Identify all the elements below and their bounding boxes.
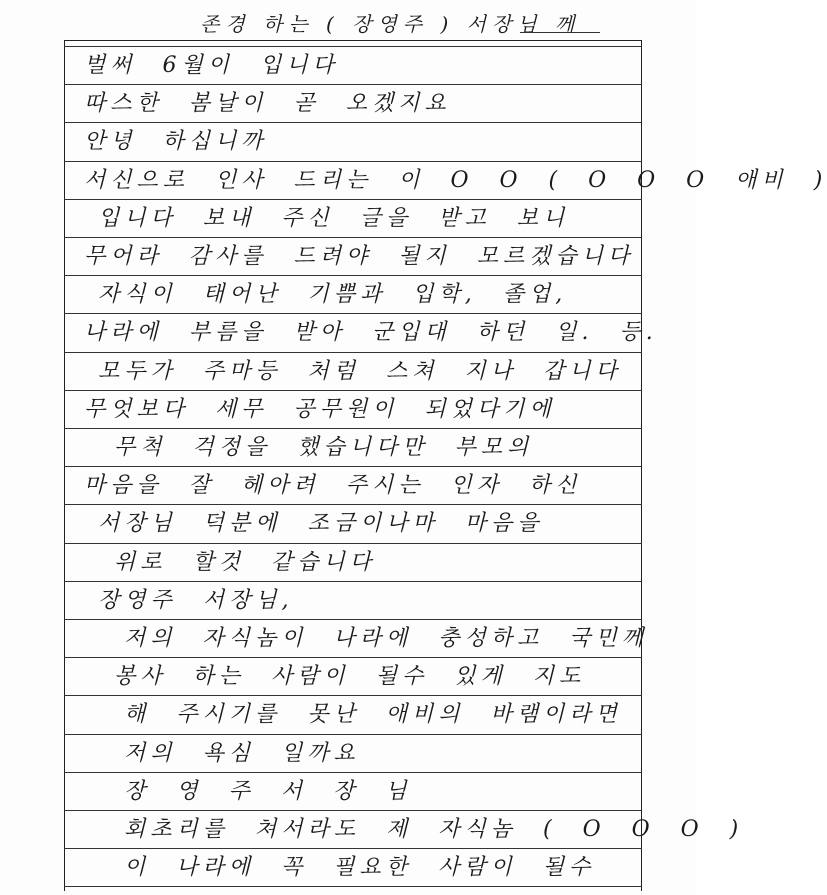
letter-line: 무척 걱정을 했습니다만 부모의 xyxy=(114,435,534,460)
letter-line: 나라에 부름을 받아 군입대 하던 일. 등. xyxy=(84,320,658,346)
letter-line: 이 나라에 꼭 필요한 사람이 될수 xyxy=(124,855,596,881)
ruled-line xyxy=(64,46,642,47)
letter-title: 존경 하는 ( 장영주 ) 서장님 께 xyxy=(200,12,581,36)
ruled-line xyxy=(64,619,642,620)
ruled-line xyxy=(64,695,642,696)
ruled-line xyxy=(64,237,642,238)
letter-line: 따스한 봄날이 곧 오겠지요 xyxy=(84,91,451,117)
ruled-line xyxy=(64,199,642,200)
letter-line: 해 주시기를 못난 애비의 바램이라면 xyxy=(124,702,622,728)
ruled-line xyxy=(64,543,642,544)
letter-line: 서신으로 인사 드리는 이 O O ( O O O 애비 ) xyxy=(84,167,827,193)
ruled-line xyxy=(64,810,642,811)
ruled-line xyxy=(64,275,642,276)
letter-line: 저의 욕심 일까요 xyxy=(124,740,360,766)
ruled-line xyxy=(64,122,642,123)
letter-line: 장영주 서장님, xyxy=(98,587,294,613)
ruled-line xyxy=(64,734,642,735)
ruled-line xyxy=(64,581,642,582)
letter-line: 모두가 주마등 처럼 스쳐 지나 갑니다 xyxy=(98,358,622,384)
letter-line: 무어라 감사를 드려야 될지 모르겠습니다 xyxy=(84,244,635,269)
letter-line: 무엇보다 세무 공무원이 되었다기에 xyxy=(84,396,556,422)
letter-line: 마음을 잘 헤아려 주시는 인자 하신 xyxy=(84,473,582,499)
ruled-line xyxy=(64,657,642,658)
ruled-line xyxy=(64,466,642,467)
ruled-line xyxy=(64,886,642,887)
ruled-line xyxy=(64,772,642,773)
letter-line: 회초리를 쳐서라도 제 자식놈 ( O O O ) xyxy=(124,817,744,842)
letter-line: 장 영 주 서 장 님 xyxy=(124,778,412,804)
ruled-line xyxy=(64,504,642,505)
title-underline xyxy=(520,32,600,33)
letter-line: 자식이 태어난 기쁨과 입학, 졸업, xyxy=(98,282,568,308)
ruled-line xyxy=(64,848,642,849)
letter-line: 서장님 덕분에 조금이나마 마음을 xyxy=(98,511,544,537)
letter-line: 봉사 하는 사람이 될수 있게 지도 xyxy=(114,664,586,690)
ruled-line xyxy=(64,313,642,314)
ruled-line xyxy=(64,84,642,85)
ruled-line xyxy=(64,352,642,353)
letter-line: 입니다 보내 주신 글을 받고 보니 xyxy=(98,205,570,231)
letter-line: 저의 자식놈이 나라에 충성하고 국민께 xyxy=(124,626,649,651)
letter-line: 벌써 6월이 입니다 xyxy=(84,53,339,78)
letter-line: 안녕 하십니까 xyxy=(84,129,268,155)
ruled-line xyxy=(64,161,642,162)
ruled-line xyxy=(64,428,642,429)
letter-line: 위로 할것 같습니다 xyxy=(114,549,377,575)
ruled-line xyxy=(64,390,642,391)
